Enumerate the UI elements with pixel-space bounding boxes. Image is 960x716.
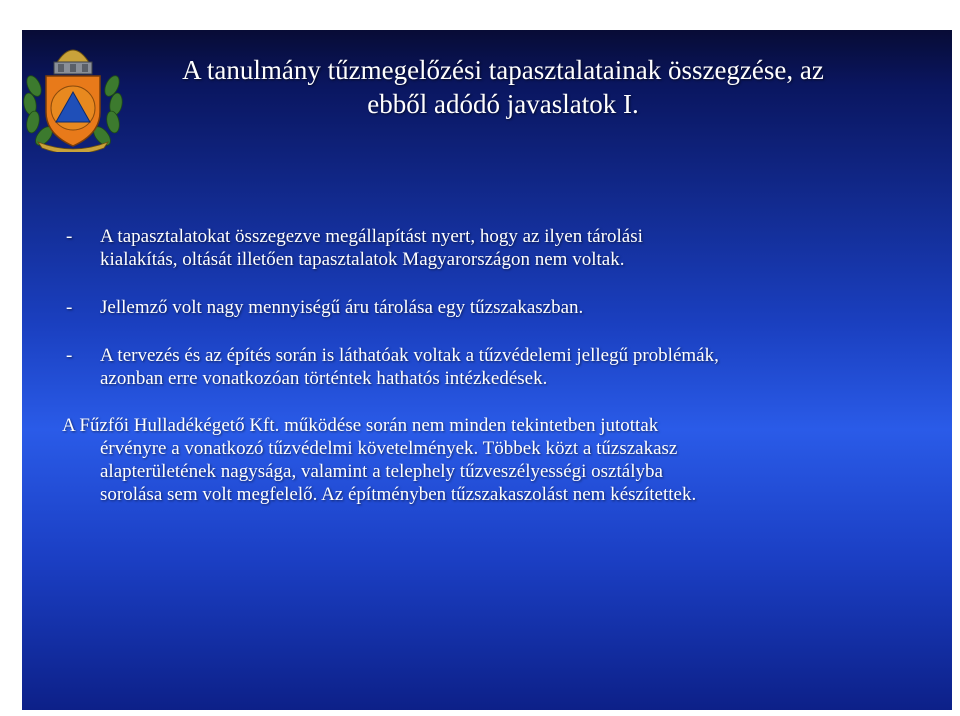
bullet-text-line: A tapasztalatokat összegezve megállapítást nyert, hogy az ilyen tárolási xyxy=(100,226,643,247)
bullet-text-line: Jellemző volt nagy mennyiségű áru tárolása egy tűzszakaszban. xyxy=(100,297,584,318)
bullet-dash: - xyxy=(66,226,73,247)
slide-frame-bottom xyxy=(0,710,960,716)
slide-title-line: ebből adódó javaslatok I. xyxy=(367,89,639,119)
summary-paragraph xyxy=(62,414,922,506)
paragraph-line: alapterületének nagysága, valamint a telephely tűzveszélyességi osztályba xyxy=(100,461,663,482)
bullet-item xyxy=(62,344,922,390)
slide-content xyxy=(62,225,922,506)
slide-title xyxy=(118,53,888,121)
civil-protection-emblem-icon xyxy=(20,34,126,152)
paragraph-line: érvényre a vonatkozó tűzvédelmi követelmények. Többek közt a tűzszakasz xyxy=(100,438,678,459)
bullet-item xyxy=(62,225,922,271)
slide-frame-right xyxy=(952,0,960,716)
bullet-text-line: A tervezés és az építés során is láthatóak voltak a tűzvédelemi jellegű problémák, xyxy=(100,345,719,366)
paragraph-line: A Fűzfői Hulladékégető Kft. működése során nem minden tekintetben jutottak xyxy=(62,415,659,436)
slide-frame-left xyxy=(0,0,22,716)
slide-frame-top xyxy=(0,0,960,30)
bullet-item xyxy=(62,296,922,319)
paragraph-line: sorolása sem volt megfelelő. Az építményben tűzszakaszolást nem készítettek. xyxy=(100,484,697,505)
slide-title-line: A tanulmány tűzmegelőzési tapasztalatainak összegzése, az xyxy=(182,55,824,85)
bullet-text-line: kialakítás, oltását illetően tapasztalatok Magyarországon nem voltak. xyxy=(100,249,625,270)
bullet-dash: - xyxy=(66,297,73,318)
bullet-dash: - xyxy=(66,345,73,366)
bullet-text-line: azonban erre vonatkozóan történtek hathatós intézkedések. xyxy=(100,368,548,389)
